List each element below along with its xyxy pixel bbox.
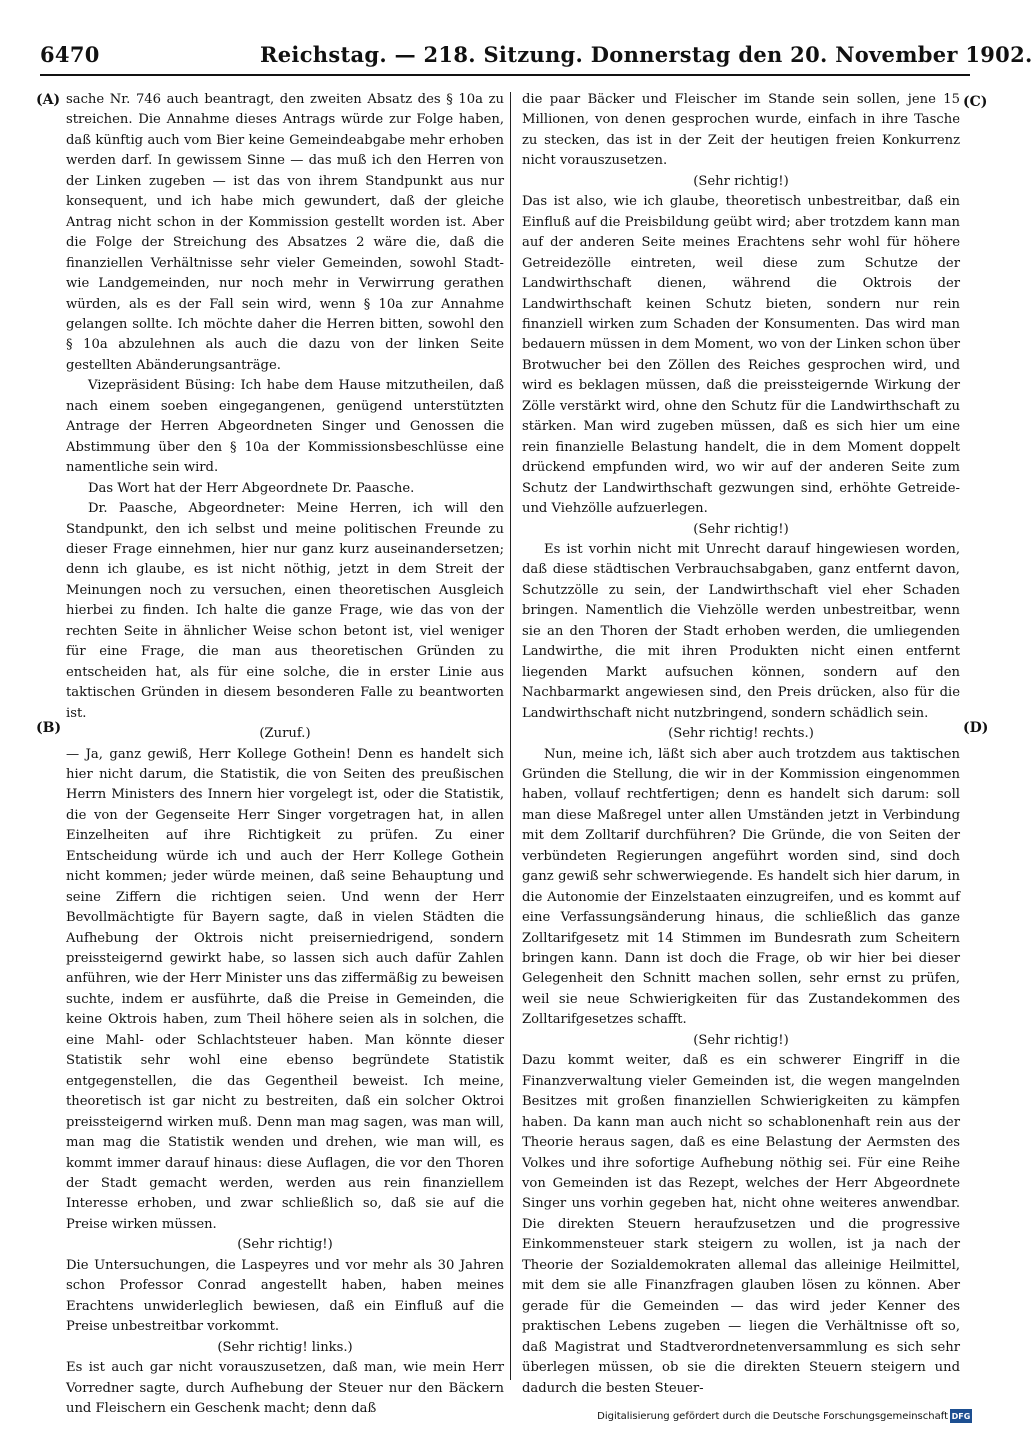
margin-marker-d: (D) <box>963 720 989 736</box>
interjection: (Sehr richtig!) <box>693 173 789 189</box>
right-column <box>522 90 960 1396</box>
paragraph: Das ist also, wie ich glaube, theoretisch unbestreitbar, daß ein Einfluß auf die Preisbildung geübt wird; aber trotzdem kann man auf der anderen Seite meines Erachtens sehr wohl für höhere Getreidezölle eintreten, weil diese zum Schutze der Landwirthschaft dienen, während die Oktrois der Landwirthschaft keinen Schutz bieten, sondern nur rein finanziell wirken zum Schaden der Konsumenten. Das wird man bedauern müssen in dem Moment, wo von der Linken schon über Brotwucher bei den Zöllen des Reiches gesprochen wird, und wird es beklagen müssen, daß die preissteigernde Wirkung der Zölle verstärkt wird, ohne den Schutz für die Landwirthschaft zu stärken. Man wird zugeben müssen, daß es sich hier um eine rein finanzielle Belastung handelt, die in dem Moment doppelt drückend empfunden wird, wo wir auf der anderen Seite zum Schutz der Landwirthschaft gezwungen sind, erhöhte Getreide- und Viehzölle aufzuerlegen. <box>522 194 960 517</box>
paragraph: Nun, meine ich, läßt sich aber auch trotzdem aus taktischen Gründen die Stellung, die wir in der Kommission eingenommen haben, vollauf rechtfertigen; denn es handelt sich darum: soll man diese Maßregel unter allen Umständen jetzt in Verbindung mit dem Zolltarif durchführen? Die Gründe, die von Seiten der verbündeten Regierungen angeführt worden sind, sind doch ganz gewiß sehr schwerwiegende. Es handelt sich hier darum, in die Autonomie der Einzelstaaten einzugreifen, und es kommt auf eine Verfassungsänderung hinaus, die schließlich das ganze Zolltarifgesetz mit 14 Stimmen im Bundesrath zum Scheitern bringen kann. Dann ist doch die Frage, ob wir hier bei dieser Gelegenheit den Schnitt machen sollen, sehr ernst zu prüfen, weil sie neue Schwierigkeiten für das Zustandekommen des Zolltarifgesetzes schafft. <box>522 746 960 1028</box>
dfg-logo-icon: DFG <box>950 1409 972 1423</box>
paragraph: Es ist vorhin nicht mit Unrecht darauf hingewiesen worden, daß diese städtischen Verbrauchsabgaben, ganz entfernt davon, Schutzzölle zu sein, der Landwirthschaft viel eher Schaden bringen. Namentlich die Viehzölle werden unbestreitbar, wenn sie an den Thoren der Stadt erhoben werden, die umliegenden Landwirthe, die mit ihren Produkten nicht einen entfernt liegenden Markt aufsuchen können, sondern auf den Nachbarmarkt angewiesen sind, den Preis drücken, also für die Landwirthschaft nicht nutzbringend, sondern schädlich sein. <box>522 541 960 721</box>
paragraph: sache Nr. 746 auch beantragt, den zweiten Absatz des § 10a zu streichen. Die Annahme dieses Antrags würde zur Folge haben, daß künftig auch vom Bier keine Gemeindeabgabe mehr erhoben werden darf. In gewissem Sinne — das muß ich den Herren von der Linken zugeben — ist das von ihrem Standpunkt aus nur konsequent, und ich habe mich gewundert, daß der gleiche Antrag nicht schon in der Kommission gestellt worden ist. Aber die Folge der Streichung des Absatzes 2 wäre die, daß die finanziellen Verhältnisse sehr vieler Gemeinden, sowohl Stadt- wie Landgemeinden, nur noch mehr in Verwirrung gerathen würden, als es der Fall sein wird, wenn § 10a zur Annahme gelangen sollte. Ich möchte daher die Herren bitten, sowohl den § 10a abzulehnen als auch die dazu von der linken Seite gestellten Abänderungsanträge. <box>66 92 504 373</box>
page-number: 6470 <box>40 42 100 67</box>
speaker-paragraph: Vizepräsident Büsing: Ich habe dem Hause mitzutheilen, daß nach einem soeben eingegangenen, genügend unterstützten Antrage der Herren Abgeordneten Singer und Genossen die Abstimmung über den § 10a der Kommissionsbeschlüsse eine namentliche sein wird. <box>66 378 504 476</box>
left-column <box>66 90 504 1416</box>
paragraph: — Ja, ganz gewiß, Herr Kollege Gothein! Denn es handelt sich hier nicht darum, die Statistik, die von Seiten des preußischen Herrn Ministers des Innern hier vorgelegt ist, oder die Statistik, die von der Gegenseite Herr Singer vorgetragen hat, in allen Einzelheiten auf ihre Richtigkeit zu prüfen. Zu einer Entscheidung würde ich und auch der Herr Kollege Gothein nicht kommen; jeder würde meinen, daß seine Behauptung und seine Ziffern die richtigen seien. Und wenn der Herr Bevollmächtigte für Bayern sagte, daß in vielen Städten die Aufhebung der Oktrois nicht preiserniedrigend, sondern preissteigernd gewirkt habe, so lassen sich auch dafür Zahlen anführen, wie der Herr Minister uns das ziffermäßig zu beweisen suchte, indem er ausführte, daß die Preise in Gemeinden, die keine Oktrois haben, zum Theil höhere seien als in solchen, die eine Mahl- oder Schlachtsteuer haben. Man könnte dieser Statistik sehr wohl eine ebenso begründete Statistik entgegenstellen, die das Gegentheil beweist. Ich meine, theoretisch ist gar nicht zu bestreiten, daß ein solcher Oktroi preissteigernd wirken muß. Denn man mag sagen, was man will, man mag die Statistik wenden und drehen, wie man will, es kommt immer darauf hinaus: diese Auflagen, die vor den Thoren der Stadt gemacht werden, werden aus rein finanziellem Interesse erhoben, und zwar schließlich so, daß sie auf die Preise wirken müssen. <box>66 746 504 1232</box>
paragraph: Die Untersuchungen, die Laspeyres und vor mehr als 30 Jahren schon Professor Conrad angestellt haben, haben meines Erachtens unwiderleglich bewiesen, daß ein Einfluß auf die Preise unbestreitbar vorkommt. <box>66 1257 504 1335</box>
margin-marker-a: (A) <box>36 92 61 108</box>
margin-marker-b: (B) <box>36 720 62 736</box>
paragraph: Dazu kommt weiter, daß es ein schwerer Eingriff in die Finanzverwaltung vieler Gemeinden ist, die wegen mangelnden Besitzes mit großen finanziellen Schwierigkeiten zu kämpfen haben. Da kann man auch nicht so schablonenhaft rein aus der Theorie heraus sagen, daß es eine Belastung der Aermsten des Volkes und ihre sofortige Aufhebung nöthig sei. Für eine Reihe von Gemeinden ist das Rezept, welches der Herr Abgeordnete Singer uns vorhin gegeben hat, nicht ohne weiteres anwendbar. Die direkten Steuern heraufzusetzen und die progressive Einkommensteuer stark steigern zu wollen, ist ja nach der Theorie der Sozialdemokraten allemal das alleinige Heilmittel, mit dem sie alle Finanzfragen glauben lösen zu können. Aber gerade für die Gemeinden — das wird jeder Kenner des praktischen Lebens zugeben — liegen die Verhältnisse oft so, daß Magistrat und Stadtverordnetenversammlung es sich sehr überlegen müssen, ob sie die direkten Steuern steigern und dadurch die besten Steuer- <box>522 1053 960 1396</box>
paragraph: Es ist auch gar nicht vorauszusetzen, daß man, wie mein Herr Vorredner sagte, durch Aufhebung der Steuer nur den Bäckern und Fleischern ein Geschenk macht; denn daß <box>66 1360 504 1416</box>
digitization-note: Digitalisierung gefördert durch die Deutsche Forschungsgemeinschaft <box>597 1411 948 1422</box>
running-title: Reichstag. — 218. Sitzung. Donnerstag den 20. November 1902. <box>260 42 1033 67</box>
paragraph: die paar Bäcker und Fleischer im Stande sein sollen, jene 15 Millionen, von denen gesprochen wurde, einfach in ihre Tasche zu stecken, das ist in der Zeit der heutigen freien Konkurrenz nicht vorauszusetzen. <box>522 92 960 169</box>
interjection: (Sehr richtig!) <box>237 1237 333 1253</box>
page-header <box>40 42 1033 72</box>
interjection: (Zuruf.) <box>259 726 311 742</box>
interjection: (Sehr richtig!) <box>693 521 789 537</box>
header-rule <box>40 74 970 76</box>
margin-marker-c: (C) <box>963 94 988 110</box>
interjection: (Sehr richtig!) <box>693 1032 789 1048</box>
paragraph: Das Wort hat der Herr Abgeordnete Dr. Paasche. <box>88 480 415 496</box>
speaker-paragraph: Dr. Paasche, Abgeordneter: Meine Herren, ich will den Standpunkt, den ich selbst und meine politischen Freunde zu dieser Frage einnehmen, hier nur ganz kurz auseinandersetzen; denn ich glaube, es ist nicht nöthig, jetzt in dem Streit der Meinungen noch zu versuchen, einen theoretischen Ausgleich hierbei zu finden. Ich halte die ganze Frage, wie das von der rechten Seite in ähnlicher Weise schon betont ist, viel weniger für eine Frage, die man aus theoretischen Gründen zu entscheiden hat, als für eine solche, die in erster Linie aus taktischen Gründen in diesem besonderen Falle zu beantworten ist. <box>66 501 504 721</box>
column-divider <box>510 92 511 1380</box>
interjection: (Sehr richtig! links.) <box>217 1339 353 1355</box>
interjection: (Sehr richtig! rechts.) <box>668 726 814 742</box>
